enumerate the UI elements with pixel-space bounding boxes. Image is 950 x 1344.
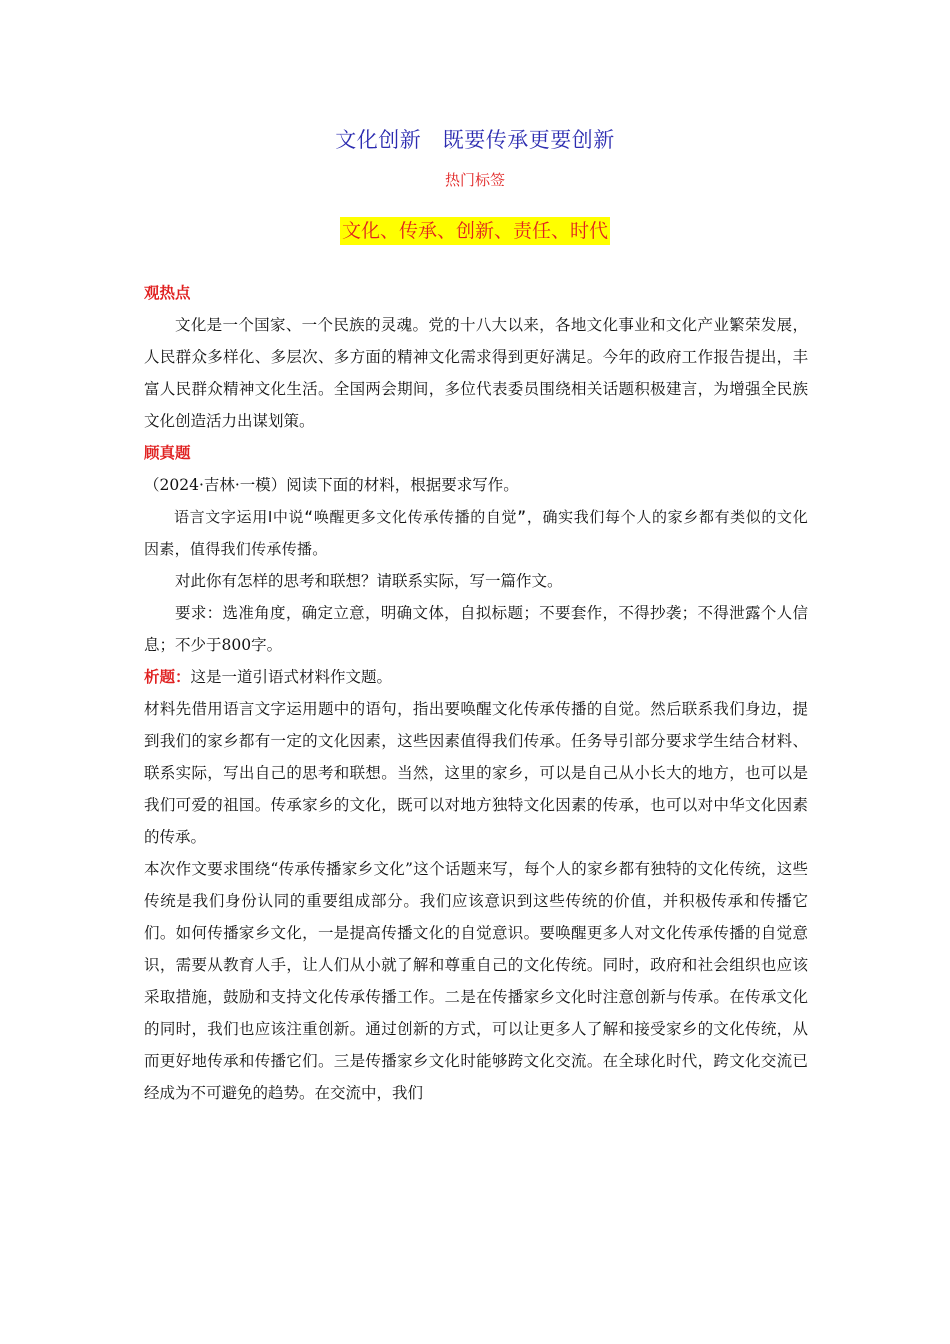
question-source: （2024·吉林·一模）阅读下面的材料，根据要求写作。 <box>144 476 519 494</box>
analysis-paragraph-2: 本次作文要求围绕“传承传播家乡文化”这个话题来写，每个人的家乡都有独特的文化传统，这些传统是我们身份认同的重要组成部分。我们应该意识到这些传统的价值，并积极传承和传播它们。如何传播家乡文化，一是提高传播文化的自觉意识。要唤醒更多人对文化传承传播的自觉意识，需要从教育人手，让人们从小就了解和尊重自己的文化传统。同时，政府和社会组织也应该采取措施，鼓励和支持文化传承传播工作。二是在传播家乡文化时注意创新与传承。在传承文化的同时，我们也应该注重创新。通过创新的方式，可以让更多人了解和接受家乡的文化传统，从而更好地传承和传播它们。三是传播家乡文化时能够跨文化交流。在全球化时代，跨文化交流已经成为不可避免的趋势。在交流中，我们 <box>144 860 808 1102</box>
question-prompt: 对此你有怎样的思考和联想？请联系实际，写一篇作文。 <box>175 572 563 590</box>
document-body <box>144 277 808 1109</box>
question-requirements: 要求：选准角度，确定立意，明确文体，自拟标题；不要套作，不得抄袭；不得泄露个人信息；不少于800字。 <box>144 604 808 654</box>
analysis-lead-line <box>144 661 808 693</box>
question-heading: 顾真题 <box>144 443 191 462</box>
tags-row <box>0 217 950 245</box>
viewpoint-heading: 观热点 <box>144 283 191 302</box>
analysis-paragraph-1: 材料先借用语言文字运用题中的语句，指出要唤醒文化传承传播的自觉。然后联系我们身边，提到我们的家乡都有一定的文化因素，这些因素值得我们传承。任务导引部分要求学生结合材料、联系实际，写出自己的思考和联想。当然，这里的家乡，可以是自己从小长大的地方，也可以是我们可爱的祖国。传承家乡的文化，既可以对地方独特文化因素的传承，也可以对中华文化因素的传承。 <box>144 700 808 846</box>
question-material: 语言文字运用Ⅰ中说“唤醒更多文化传承传播的自觉”，确实我们每个人的家乡都有类似的文化因素，值得我们传承传播。 <box>144 508 808 558</box>
document-title: 文化创新 既要传承更要创新 <box>335 128 615 152</box>
analysis-heading: 析题： <box>144 667 191 686</box>
viewpoint-paragraph: 文化是一个国家、一个民族的灵魂。党的十八大以来，各地文化事业和文化产业繁荣发展，人民群众多样化、多层次、多方面的精神文化需求得到更好满足。今年的政府工作报告提出，丰富人民群众精神文化生活。全国两会期间，多位代表委员围绕相关话题积极建言，为增强全民族文化创造活力出谋划策。 <box>144 316 808 430</box>
document-subtitle: 热门标签 <box>444 171 505 189</box>
tags-highlight: 文化、传承、创新、责任、时代 <box>340 217 610 245</box>
analysis-lead: 这是一道引语式材料作文题。 <box>190 668 393 686</box>
